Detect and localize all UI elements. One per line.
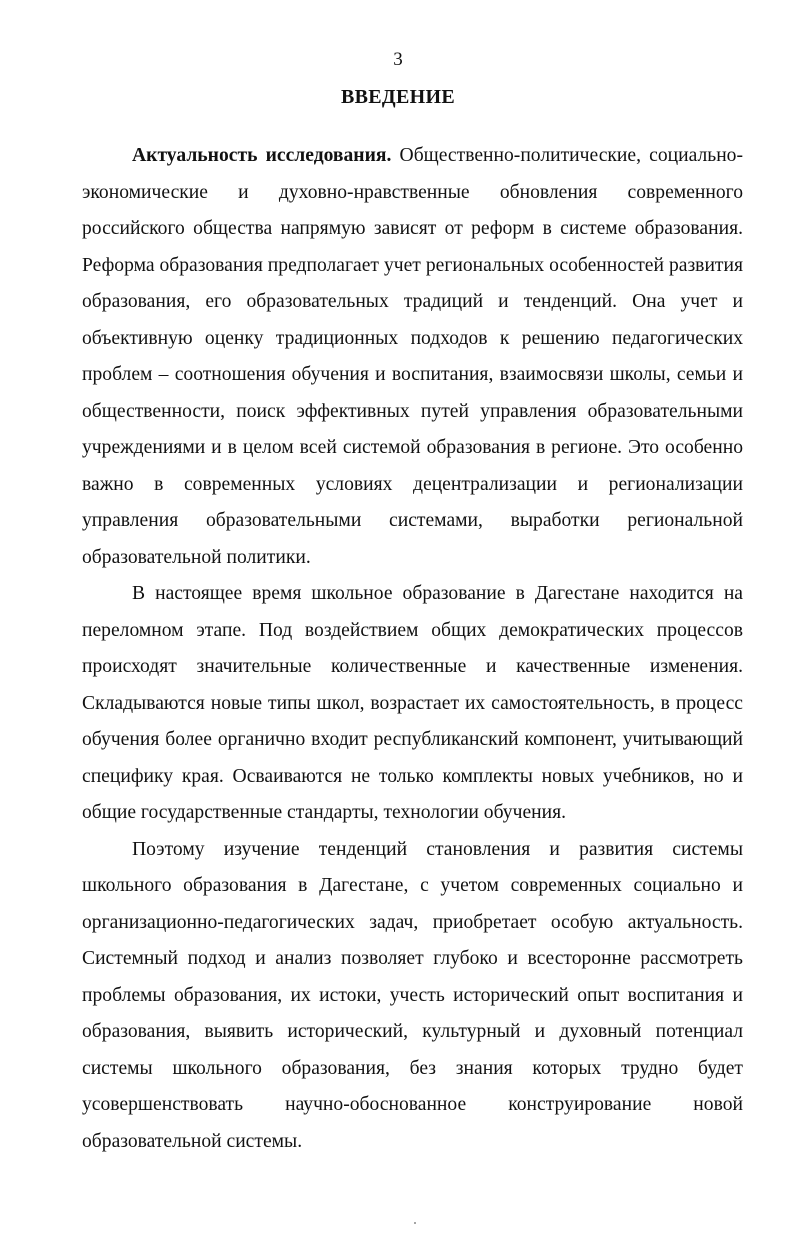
paragraph-current-state: В настоящее время школьное образование в Дагестане находится на переломном этапе. Под воздействием общих демократических процессов происходят значительные количественные и качественные изменения. Складываются новые типы школ, возрастает их самостоятельность, в процесс обучения более органично входит республиканский компонент, учитывающий специфику края. Осваиваются не только комплекты новых учебников, но и общие государственные стандарты, технологии обучения. <box>82 583 743 823</box>
paragraph-research-need: Поэтому изучение тенденций становления и развития системы школьного образования в Дагестане, с учетом современных социально и организационно-педагогических задач, приобретает особую актуальность. Системный подход и анализ позволяет глубоко и всесторонне рассмотреть проблемы образования, их истоки, учесть исторический опыт воспитания и образования, выявить исторический, культурный и духовный потенциал системы школьного образования, без знания которых трудно будет усовершенствовать научно-обоснованное конструирование новой образовательной системы. <box>82 838 743 1152</box>
paragraph-lead: Актуальность исследования. <box>132 145 392 166</box>
page-number: 3 <box>393 49 403 70</box>
paragraph-relevance <box>82 138 743 576</box>
body-text <box>82 138 743 1160</box>
paragraph-text: Общественно-политические, социально-экономические и духовно-нравственные обновления современного российского общества напрямую зависят от реформ в системе образования. Реформа образования предполагает учет региональных особенностей развития образования, его образовательных традиций и тенденций. Она учет и объективную оценку традиционных подходов к решению педагогических проблем – соотношения обучения и воспитания, взаимосвязи школы, семьи и общественности, поиск эффективных путей управления образовательными учреждениями и в целом всей системой образования в регионе. Это особенно важно в современных условиях децентрализации и регионализации управления образовательными системами, выработки региональной образовательной политики. <box>82 145 744 568</box>
scan-artifact <box>414 1222 416 1224</box>
page-title: ВВЕДЕНИЕ <box>341 86 455 108</box>
